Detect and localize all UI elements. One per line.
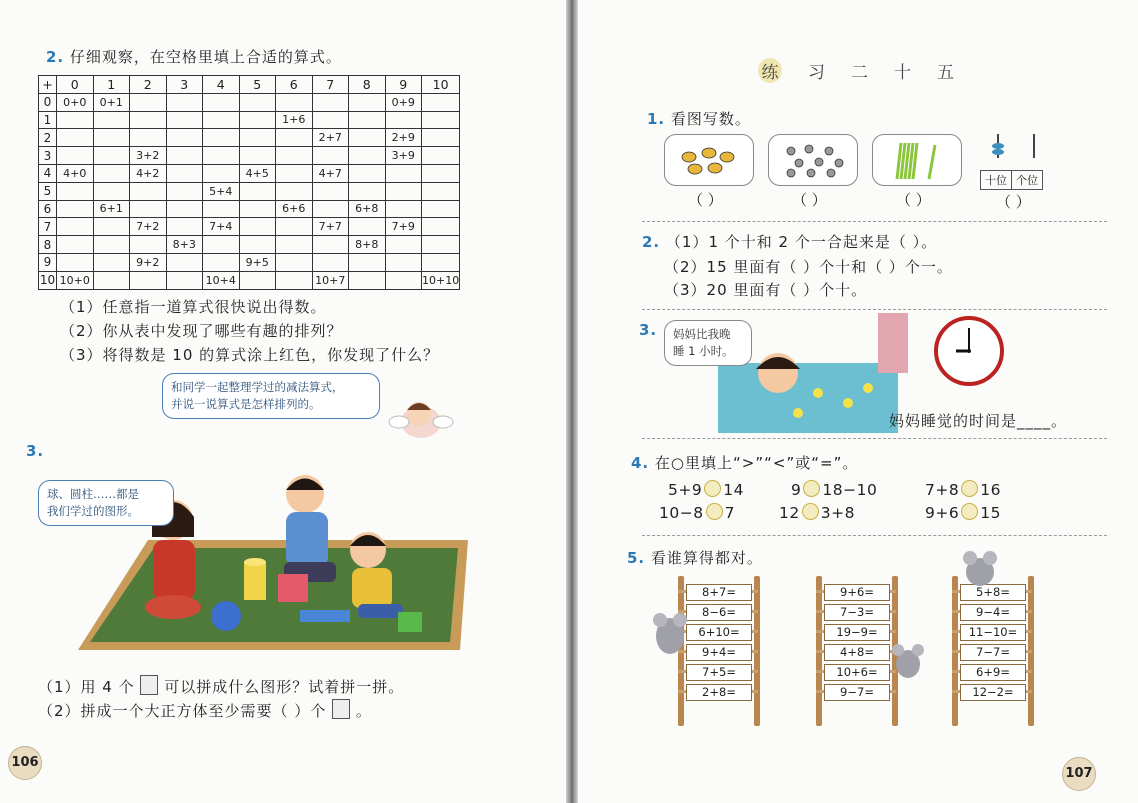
expr-left: 7+8 — [925, 481, 960, 499]
cube-icon — [332, 699, 350, 719]
r-q2 — [642, 231, 937, 252]
table-cell[interactable] — [93, 253, 130, 271]
table-cell[interactable] — [203, 253, 240, 271]
table-cell[interactable] — [422, 200, 460, 218]
question-number: 5. — [627, 549, 646, 567]
compare-circle[interactable] — [961, 480, 978, 497]
title-char: 练 — [758, 58, 782, 83]
table-cell[interactable]: 2+9 — [385, 129, 422, 147]
table-cell: 1 — [93, 76, 130, 94]
table-cell[interactable] — [239, 236, 276, 254]
table-row — [39, 93, 460, 111]
table-cell: 4 — [203, 76, 240, 94]
expr-right: 15 — [980, 504, 1001, 522]
table-cell[interactable]: 7+7 — [312, 218, 349, 236]
expr-left: 9 — [791, 481, 802, 499]
table-cell[interactable]: 4+2 — [130, 164, 167, 182]
table-cell[interactable] — [422, 129, 460, 147]
table-cell[interactable]: 0+1 — [93, 93, 130, 111]
equation-card[interactable]: 2+8= — [686, 684, 752, 701]
speech-bubble — [162, 373, 380, 419]
picture-buttons — [768, 134, 858, 186]
table-cell[interactable] — [166, 164, 203, 182]
equation-card[interactable]: 19−9= — [824, 624, 890, 641]
table-cell[interactable]: 6+1 — [93, 200, 130, 218]
table-cell[interactable] — [276, 271, 313, 289]
table-cell[interactable] — [385, 236, 422, 254]
table-row — [39, 164, 460, 182]
table-cell[interactable] — [203, 129, 240, 147]
table-cell[interactable] — [93, 147, 130, 165]
question-text: 在○里填上“>”“<”或“=”。 — [654, 454, 859, 472]
bubble-text: 妈妈比我晚 — [673, 327, 731, 341]
expr-right: 3+8 — [820, 504, 855, 522]
compare-item — [668, 480, 744, 499]
bubble-text: 睡 1 小时。 — [673, 344, 734, 358]
table-cell[interactable]: 1+6 — [276, 111, 313, 129]
equation-card[interactable]: 12−2= — [960, 684, 1026, 701]
question-number: 2. — [642, 233, 661, 251]
table-cell[interactable] — [312, 253, 349, 271]
table-row — [39, 236, 460, 254]
table-cell[interactable] — [239, 93, 276, 111]
table-cell[interactable] — [276, 129, 313, 147]
table-cell[interactable]: 9+2 — [130, 253, 167, 271]
table-cell[interactable]: 3+2 — [130, 147, 167, 165]
table-cell[interactable] — [57, 111, 94, 129]
table-cell[interactable] — [203, 147, 240, 165]
row-header-cell: 2 — [39, 129, 57, 147]
table-cell[interactable] — [130, 271, 167, 289]
table-cell[interactable]: 10+4 — [203, 271, 240, 289]
table-cell[interactable] — [276, 93, 313, 111]
table-cell[interactable] — [422, 236, 460, 254]
table-cell[interactable]: 10+0 — [57, 271, 94, 289]
table-cell[interactable] — [239, 182, 276, 200]
table-row — [39, 200, 460, 218]
question-text: （2）15 里面有（ ）个十和（ ）个一。 — [664, 258, 953, 276]
table-cell[interactable]: 4+7 — [312, 164, 349, 182]
equation-card[interactable]: 4+8= — [824, 644, 890, 661]
answer-blank[interactable]: （ ） — [896, 191, 931, 209]
table-cell[interactable] — [349, 147, 386, 165]
expr-left: 10−8 — [659, 504, 704, 522]
compare-circle[interactable] — [704, 480, 721, 497]
table-cell[interactable] — [385, 253, 422, 271]
buttons-icon — [769, 135, 857, 185]
table-cell[interactable] — [57, 147, 94, 165]
angel-illustration — [385, 392, 455, 447]
bees-icon — [665, 135, 753, 185]
compare-circle[interactable] — [961, 503, 978, 520]
left-page — [0, 0, 566, 803]
table-cell: 2 — [130, 76, 167, 94]
equation-card[interactable]: 10+6= — [824, 664, 890, 681]
q3-sub-question-1 — [38, 675, 404, 697]
table-cell[interactable] — [203, 200, 240, 218]
table-cell[interactable] — [57, 218, 94, 236]
koala-icon — [960, 548, 1000, 588]
table-cell[interactable] — [385, 182, 422, 200]
question-text: 看谁算得都对。 — [650, 549, 763, 567]
equation-card[interactable]: 8−6= — [686, 604, 752, 621]
expr-right: 16 — [980, 481, 1001, 499]
table-cell[interactable] — [57, 182, 94, 200]
addition-table — [38, 75, 460, 290]
r-q5-heading — [627, 547, 763, 568]
table-cell[interactable] — [312, 182, 349, 200]
table-cell[interactable]: 4+5 — [239, 164, 276, 182]
equation-card[interactable]: 6+10= — [686, 624, 752, 641]
compare-circle[interactable] — [706, 503, 723, 520]
table-cell[interactable] — [130, 129, 167, 147]
table-cell[interactable]: 7+4 — [203, 218, 240, 236]
table-cell[interactable]: 0+9 — [385, 93, 422, 111]
table-row — [39, 253, 460, 271]
table-cell[interactable]: 10+10 — [422, 271, 460, 289]
table-cell[interactable] — [276, 218, 313, 236]
table-row — [39, 129, 460, 147]
equation-card[interactable]: 9+4= — [686, 644, 752, 661]
table-cell[interactable] — [349, 218, 386, 236]
table-cell[interactable]: 8+8 — [349, 236, 386, 254]
expr-right: 14 — [723, 481, 744, 499]
table-cell[interactable] — [166, 147, 203, 165]
bubble-text: 我们学过的图形。 — [47, 504, 139, 518]
table-cell[interactable]: 3+9 — [385, 147, 422, 165]
table-cell[interactable] — [385, 271, 422, 289]
table-cell[interactable] — [239, 271, 276, 289]
ladder — [952, 576, 1038, 726]
table-cell[interactable] — [203, 164, 240, 182]
picture-bees — [664, 134, 754, 186]
table-cell[interactable] — [239, 200, 276, 218]
sub-question-text: 可以拼成什么图形？试着拼一拼。 — [164, 678, 405, 696]
row-header-cell: 6 — [39, 200, 57, 218]
compare-item — [659, 503, 735, 522]
table-cell[interactable]: 6+6 — [276, 200, 313, 218]
question-number: 2. — [46, 48, 65, 66]
question-text: 妈妈睡觉的时间是____。 — [889, 412, 1068, 430]
ladder — [678, 576, 764, 726]
koala-icon — [652, 608, 688, 658]
sub-question-text: （1）用 4 个 — [38, 678, 135, 696]
title-char: 二 — [851, 63, 868, 83]
expr-right: 18−10 — [822, 481, 878, 499]
equation-card[interactable]: 9−7= — [824, 684, 890, 701]
page-number: 107 — [1062, 757, 1096, 791]
table-cell[interactable] — [130, 236, 167, 254]
r-q3-heading — [639, 321, 657, 339]
book-spine — [566, 0, 578, 803]
question-number: 3. — [26, 442, 45, 460]
bubble-text: 球、圆柱……都是 — [47, 487, 139, 501]
table-row — [39, 182, 460, 200]
expr-right: 7 — [724, 504, 735, 522]
table-cell[interactable] — [422, 111, 460, 129]
table-cell[interactable] — [312, 93, 349, 111]
equation-card[interactable]: 9−4= — [960, 604, 1026, 621]
table-cell[interactable] — [276, 147, 313, 165]
table-cell[interactable] — [239, 111, 276, 129]
table-cell[interactable] — [276, 182, 313, 200]
table-cell[interactable] — [349, 129, 386, 147]
exercise-title — [758, 58, 954, 83]
table-cell[interactable] — [166, 129, 203, 147]
equation-card[interactable]: 7+5= — [686, 664, 752, 681]
sub-question-text: （2）拼成一个大正方体至少需要（ ）个 — [38, 702, 327, 720]
compare-circle[interactable] — [803, 480, 820, 497]
compare-item — [925, 503, 1001, 522]
row-header-cell: 5 — [39, 182, 57, 200]
cube-icon — [140, 675, 158, 695]
table-header-row — [39, 76, 460, 94]
table-cell[interactable] — [312, 147, 349, 165]
r-q1-heading — [647, 108, 751, 129]
tens-label: 十位 — [981, 171, 1012, 189]
q3-heading — [26, 442, 44, 460]
table-cell[interactable]: 7+9 — [385, 218, 422, 236]
equation-card[interactable]: 7−3= — [824, 604, 890, 621]
abacus-labels — [980, 170, 1043, 190]
table-cell[interactable] — [422, 218, 460, 236]
table-cell[interactable] — [349, 164, 386, 182]
row-header-cell: + — [39, 76, 57, 94]
table-cell[interactable] — [349, 111, 386, 129]
table-cell[interactable] — [166, 200, 203, 218]
table-cell[interactable] — [203, 93, 240, 111]
title-char: 十 — [894, 63, 911, 83]
row-header-cell: 9 — [39, 253, 57, 271]
picture-sticks — [872, 134, 962, 186]
answer-blank[interactable]: （ ） — [996, 193, 1031, 211]
table-cell[interactable] — [130, 111, 167, 129]
question-text: 仔细观察，在空格里填上合适的算式。 — [69, 48, 342, 66]
row-header-cell: 1 — [39, 111, 57, 129]
table-cell[interactable] — [239, 147, 276, 165]
table-cell[interactable]: 0+0 — [57, 93, 94, 111]
table-cell: 9 — [385, 76, 422, 94]
table-cell: 0 — [57, 76, 94, 94]
table-cell[interactable] — [166, 93, 203, 111]
equation-card[interactable]: 7−7= — [960, 644, 1026, 661]
table-cell[interactable] — [130, 182, 167, 200]
speech-bubble — [664, 320, 752, 366]
q2-heading — [46, 46, 342, 67]
compare-circle[interactable] — [802, 503, 819, 520]
table-cell[interactable] — [166, 271, 203, 289]
table-cell[interactable] — [276, 164, 313, 182]
table-cell[interactable] — [203, 236, 240, 254]
table-cell[interactable] — [349, 253, 386, 271]
row-header-cell: 10 — [39, 273, 56, 288]
table-cell: 8 — [349, 76, 386, 94]
title-char: 五 — [937, 63, 954, 83]
table-cell: 3 — [166, 76, 203, 94]
question-number: 4. — [631, 454, 650, 472]
expr-left: 12 — [779, 504, 800, 522]
table-cell[interactable] — [312, 236, 349, 254]
compare-item — [779, 503, 855, 522]
sticks-bundle-icon — [873, 135, 961, 185]
ones-label: 个位 — [1016, 174, 1038, 187]
divider — [642, 221, 1107, 222]
r-q4-heading — [631, 452, 858, 473]
table-cell[interactable]: 9+5 — [239, 253, 276, 271]
table-row — [39, 111, 460, 129]
question-text: 看图写数。 — [670, 110, 751, 128]
koala-icon — [890, 640, 926, 680]
table-cell[interactable] — [385, 111, 422, 129]
equation-card[interactable]: 6+9= — [960, 664, 1026, 681]
table-cell[interactable] — [422, 182, 460, 200]
table-cell[interactable]: 8+3 — [166, 236, 203, 254]
table-cell[interactable] — [385, 164, 422, 182]
question-text: （1）1 个十和 2 个一合起来是（ ）。 — [665, 233, 938, 251]
divider — [642, 438, 1107, 439]
speech-bubble — [38, 480, 174, 526]
equation-card[interactable]: 9+6= — [824, 584, 890, 601]
question-number: 1. — [647, 110, 666, 128]
table-cell[interactable]: 5+4 — [203, 182, 240, 200]
sub-question-text: 。 — [355, 702, 372, 720]
expr-left: 9+6 — [925, 504, 960, 522]
table-cell[interactable] — [203, 111, 240, 129]
table-cell[interactable] — [166, 253, 203, 271]
table-cell[interactable] — [166, 182, 203, 200]
table-cell[interactable]: 4+0 — [57, 164, 94, 182]
sub-question-2: （2）你从表中发现了哪些有趣的排列？ — [60, 322, 343, 340]
table-cell[interactable]: 7+2 — [130, 218, 167, 236]
divider — [642, 535, 1107, 536]
table-cell[interactable] — [312, 200, 349, 218]
q3-sub-question-2 — [38, 699, 372, 721]
table-cell[interactable] — [57, 253, 94, 271]
answer-blank[interactable]: （ ） — [688, 191, 723, 209]
row-header-cell: 8 — [39, 236, 57, 254]
clock-icon — [934, 316, 1004, 386]
table-cell[interactable] — [349, 93, 386, 111]
table-cell[interactable] — [239, 129, 276, 147]
table-cell[interactable] — [239, 218, 276, 236]
row-header-cell: 4 — [39, 164, 57, 182]
table-cell: 7 — [312, 76, 349, 94]
bubble-text: 并说一说算式是怎样排列的。 — [171, 397, 321, 411]
table-cell[interactable] — [422, 253, 460, 271]
table-cell[interactable] — [57, 236, 94, 254]
divider — [642, 309, 1107, 310]
table-cell[interactable]: 2+7 — [312, 129, 349, 147]
row-header-cell: 0 — [39, 93, 57, 111]
table-cell[interactable] — [130, 200, 167, 218]
table-cell[interactable] — [130, 93, 167, 111]
row-header-cell: 3 — [39, 147, 57, 165]
table-cell[interactable]: 10+7 — [312, 271, 349, 289]
page-number: 106 — [8, 746, 42, 780]
table-cell[interactable] — [276, 236, 313, 254]
table-cell[interactable] — [93, 129, 130, 147]
compare-item — [925, 480, 1001, 499]
table-cell[interactable] — [57, 200, 94, 218]
sub-question-3: （3）将得数是 10 的算式涂上红色，你发现了什么？ — [60, 346, 440, 364]
equation-card[interactable]: 8+7= — [686, 584, 752, 601]
table-cell[interactable] — [422, 164, 460, 182]
table-row — [39, 271, 460, 289]
table-cell[interactable] — [93, 111, 130, 129]
table-cell[interactable]: 6+8 — [349, 200, 386, 218]
table-row — [39, 218, 460, 236]
table-cell[interactable] — [93, 164, 130, 182]
equation-card[interactable]: 5+8= — [960, 584, 1026, 601]
title-char: 习 — [808, 63, 825, 83]
question-number: 3. — [639, 321, 658, 339]
table-cell: 6 — [276, 76, 313, 94]
table-cell: 5 — [239, 76, 276, 94]
abacus-icon — [982, 134, 1050, 158]
row-header-cell: 7 — [39, 218, 57, 236]
table-cell[interactable] — [93, 271, 130, 289]
table-cell[interactable] — [422, 147, 460, 165]
table-cell[interactable] — [93, 218, 130, 236]
expr-left: 5+9 — [668, 481, 703, 499]
table-cell[interactable] — [166, 111, 203, 129]
bubble-text: 和同学一起整理学过的减法算式， — [171, 380, 344, 394]
table-cell[interactable] — [57, 129, 94, 147]
answer-blank[interactable]: （ ） — [792, 191, 827, 209]
table-cell[interactable] — [422, 93, 460, 111]
table-cell[interactable] — [385, 200, 422, 218]
compare-item — [791, 480, 877, 499]
table-row — [39, 147, 460, 165]
table-cell[interactable] — [349, 271, 386, 289]
table-cell[interactable] — [166, 218, 203, 236]
table-cell[interactable] — [312, 111, 349, 129]
table-cell[interactable] — [349, 182, 386, 200]
table-cell[interactable] — [93, 182, 130, 200]
table-cell[interactable] — [93, 236, 130, 254]
equation-card[interactable]: 11−10= — [960, 624, 1026, 641]
sub-question-1: （1）任意指一道算式很快说出得数。 — [60, 298, 327, 316]
question-text: （3）20 里面有（ ）个十。 — [664, 281, 868, 299]
table-cell[interactable] — [276, 253, 313, 271]
table-cell: 10 — [422, 76, 460, 94]
